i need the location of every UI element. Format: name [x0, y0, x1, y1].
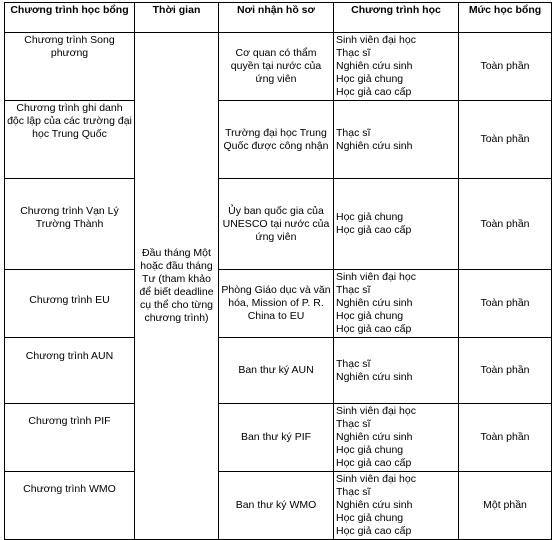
- levels-cell: [334, 472, 459, 540]
- table-row: [5, 404, 552, 472]
- level-item: Thạc sĩ: [336, 47, 371, 59]
- level-item: Học giả chung: [336, 73, 404, 85]
- header-program: Chương trình học bổng: [5, 3, 135, 33]
- header-row: [5, 3, 552, 33]
- level-item: Thạc sĩ: [336, 126, 371, 139]
- level-item: Học giả cao cấp: [336, 457, 412, 469]
- receiver-cell: Ban thư ký AUN: [219, 338, 334, 404]
- header-time: Thời gian: [135, 3, 219, 33]
- level-item: Thạc sĩ: [336, 418, 371, 430]
- receiver-cell: Cơ quan có thẩm quyền tại nước của ứng viên: [219, 33, 334, 101]
- level-item: Nghiên cứu sinh: [336, 60, 413, 72]
- level-item: Sinh viên đại học: [336, 271, 416, 283]
- levels-cell: [334, 338, 459, 404]
- level-item: Nghiên cứu sinh: [336, 370, 413, 383]
- table-row: [5, 270, 552, 338]
- level-item: Nghiên cứu sinh: [336, 499, 413, 511]
- time-cell: Đầu tháng Một hoặc đầu tháng Tư (tham khảo để biết deadline cụ thể cho từng chương trình): [135, 33, 219, 540]
- level-item: Học giả cao cấp: [336, 224, 412, 236]
- level-item: Sinh viên đại học: [336, 34, 416, 46]
- level-item: Nghiên cứu sinh: [336, 139, 413, 152]
- amount-cell: Toàn phần: [459, 33, 552, 101]
- program-cell: Chương trình PIF: [5, 404, 135, 472]
- program-cell: Chương trình WMO: [5, 472, 135, 540]
- table-row: [5, 179, 552, 270]
- level-item: Học giả chung: [336, 310, 404, 322]
- amount-cell: Toàn phần: [459, 338, 552, 404]
- levels-cell: [334, 33, 459, 101]
- program-cell: Chương trình EU: [5, 270, 135, 338]
- level-item: Thạc sĩ: [336, 486, 371, 498]
- scholarship-table: [4, 2, 552, 540]
- level-item: Sinh viên đại học: [336, 405, 416, 417]
- receiver-cell: Ủy ban quốc gia của UNESCO tại nước của ứng viên: [219, 179, 334, 270]
- receiver-cell: Trường đại học Trung Quốc được công nhận: [219, 101, 334, 179]
- level-item: Thạc sĩ: [336, 284, 371, 296]
- program-cell: Chương trình ghi danh độc lập của các trường đại học Trung Quốc: [5, 101, 135, 179]
- program-cell: Chương trình Vạn Lý Trường Thành: [5, 179, 135, 270]
- header-levels: Chương trình học: [334, 3, 459, 33]
- program-cell: Chương trình Song phương: [5, 33, 135, 101]
- program-cell: Chương trình AUN: [5, 338, 135, 404]
- table-row: [5, 33, 552, 101]
- level-item: Học giả chung: [336, 211, 404, 223]
- receiver-cell: Ban thư ký PIF: [219, 404, 334, 472]
- level-item: Sinh viên đại học: [336, 473, 416, 485]
- amount-cell: Toàn phần: [459, 404, 552, 472]
- amount-cell: Toàn phần: [459, 270, 552, 338]
- levels-cell: [334, 404, 459, 472]
- level-item: Học giả cao cấp: [336, 323, 412, 335]
- level-item: Học giả cao cấp: [336, 86, 412, 98]
- table-row: [5, 101, 552, 179]
- levels-cell: [334, 101, 459, 179]
- amount-cell: Toàn phần: [459, 179, 552, 270]
- level-item: Nghiên cứu sinh: [336, 297, 413, 309]
- level-item: Học giả chung: [336, 512, 404, 524]
- levels-cell: [334, 179, 459, 270]
- level-item: Học giả chung: [336, 444, 404, 456]
- table-row: [5, 338, 552, 404]
- receiver-cell: Ban thư ký WMO: [219, 472, 334, 540]
- level-item: Học giả cao cấp: [336, 525, 412, 537]
- level-item: Thạc sĩ: [336, 357, 371, 370]
- amount-cell: Một phần: [459, 472, 552, 540]
- header-amount: Mức học bổng: [459, 3, 552, 33]
- levels-cell: [334, 270, 459, 338]
- receiver-cell: Phòng Giáo dục và văn hóa, Mission of P. R. China to EU: [219, 270, 334, 338]
- header-receiver: Nơi nhận hồ sơ: [219, 3, 334, 33]
- table-row: [5, 472, 552, 540]
- level-item: Nghiên cứu sinh: [336, 431, 413, 443]
- amount-cell: Toàn phần: [459, 101, 552, 179]
